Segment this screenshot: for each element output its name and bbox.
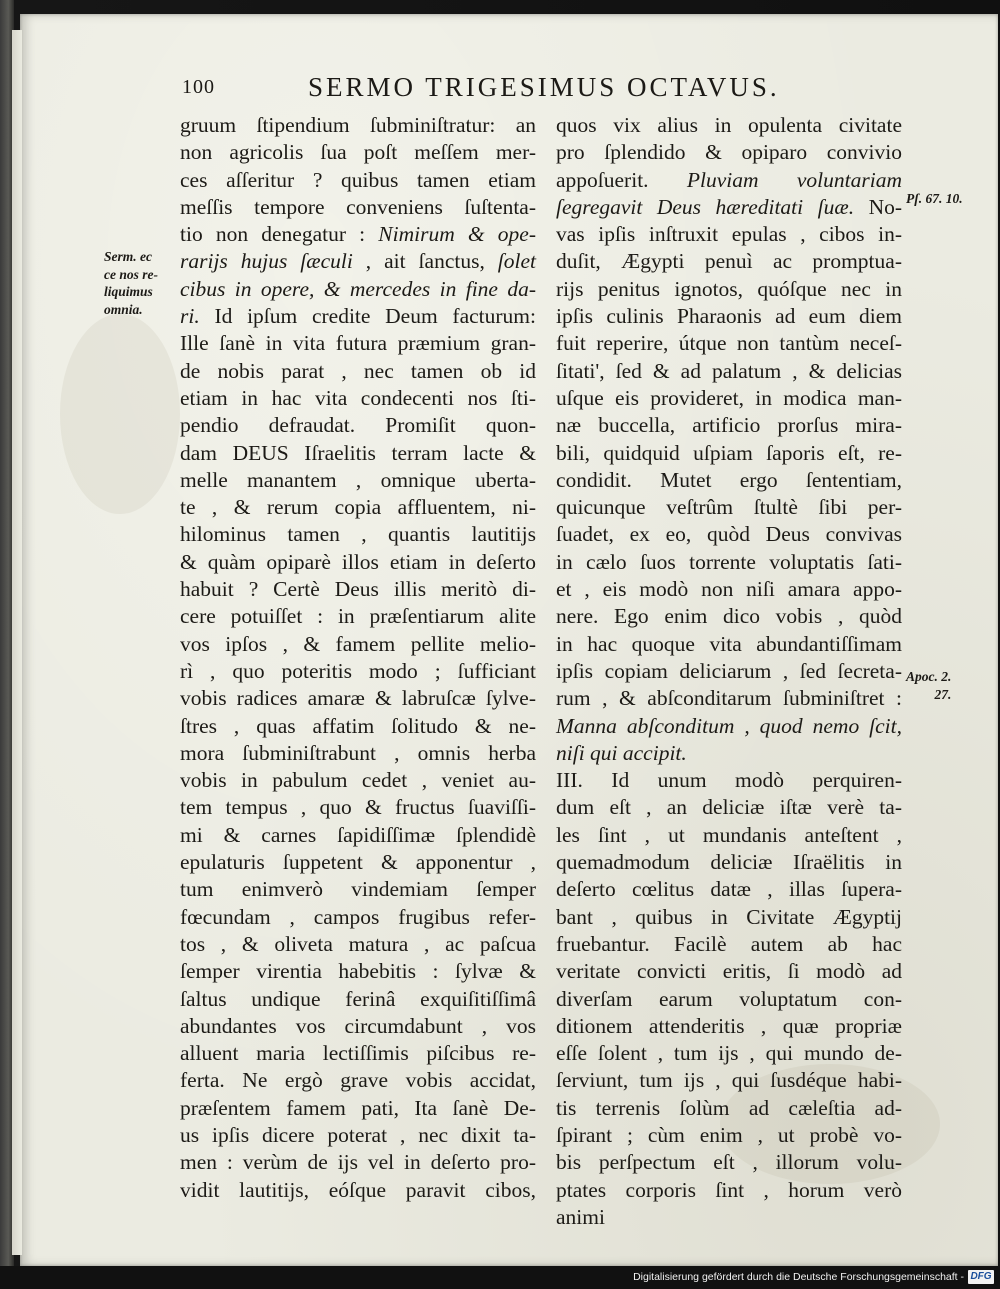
running-title: SERMO TRIGESIMUS OCTAVUS. [308,72,780,102]
text-line: ipſis copiam deliciarum , ſed ſecreta- [556,658,902,683]
text-line: næ buccella, artificio prorſus mira- [556,413,902,438]
text-line: ſegregavit Deus hæreditati ſuæ. No- [556,194,903,219]
text-line: rum , & abſconditarum ſubminiſtret : [556,686,902,711]
text-line: nere. Ego enim dico vobis , quòd [556,604,902,629]
text-line: bant , quibus in Civitate Ægyptij [556,904,902,929]
text-line: rarijs hujus ſæculi , ait ſanctus, ſolet [180,249,536,274]
text-line: Ille ſanè in vita futura præmium gran- [180,331,536,356]
text-column-left [180,112,536,1204]
text-line: præſentem famem pati, Ita ſanè De- [180,1095,536,1120]
text-line: ſemper virentia habebitis : ſylvæ & [180,959,536,984]
text-line: III. Id unum modò perquiren- [556,768,902,793]
text-line: dum eſt , an deliciæ iſtæ verè ta- [556,795,902,820]
text-line: vas ipſis inſtruxit epulas , cibos in- [556,222,902,247]
margin-note-psalm: Pſ. 67. 10. [906,191,963,206]
text-line: Manna abſconditum , quod nemo ſcit, [556,713,902,738]
text-line: quicunque veſtrûm ſtultè ſibi per- [556,495,902,520]
text-line: vos ipſos , & famem pellite melio- [180,631,536,656]
text-line: men : verùm de ijs vel in deſerto pro- [180,1150,536,1175]
text-line: fruebantur. Facilè autem ab hac [556,931,902,956]
text-line: meſſis tempore conveniens ſuſtenta- [180,194,536,219]
text-line: eſſe ſolent , tum ijs , qui mundo de- [556,1041,902,1066]
text-line: fuit reperire, útque non tantùm neceſ- [556,331,902,356]
text-line: ſitati', ſed & ad palatum , & delicias [556,358,902,383]
text-line: de nobis parat , nec tamen ob id [180,358,536,383]
text-line: ditionem attenderitis , quæ propriæ [556,1013,902,1038]
text-line: tio non denegatur : Nimirum & ope- [180,222,536,247]
footer-credit: Digitalisierung gefördert durch die Deutsche Forschungsgemeinschaft - [633,1271,964,1283]
text-line: ſtres , quas affatim ſolitudo & ne- [180,713,536,738]
text-line: tis terrenis ſolùm ad cæleſtia ad- [556,1095,902,1120]
text-line: appoſuerit. Pluviam voluntariam [556,167,902,192]
margin-note-line: omnia. [104,301,143,317]
text-line: ces aſſeritur ? quibus tamen etiam [180,167,536,192]
text-line: pro ſplendido & opiparo convivio [556,140,902,165]
text-line: tum enimverò vindemiam ſemper [180,877,536,902]
text-line: mora ſubminiſtrabunt , omnis herba [180,740,536,765]
page-edge [12,30,22,1255]
page-number: 100 [182,76,215,98]
text-line: vidit lautitijs, eóſque paravit cibos, [180,1177,536,1202]
text-line: niſi qui accipit. [556,740,687,765]
text-line: condidit. Mutet ergo ſententiam, [556,467,902,492]
text-line: deſerto cœlitus datæ , illas ſupera- [556,877,902,902]
text-line: te , & rerum copia affluentem, ni- [180,495,536,520]
text-line: non agricolis ſua poſt meſſem mer- [180,140,536,165]
margin-note-line: 27. [934,686,952,702]
text-line: quos vix alius in opulenta civitate [556,113,902,137]
text-line: cibus in opere, & mercedes in fine da- [180,276,536,301]
text-line: tos , & oliveta matura , ac paſcua [180,931,536,956]
text-line: ſuadet, ex eo, quòd Deus convivas [556,522,902,547]
text-line: ferta. Ne ergò grave vobis accidat, [180,1068,536,1093]
text-line: mi & carnes ſapidiſſimæ ſplendidè [180,822,536,847]
text-line: abundantes vos circumdabunt , vos [180,1013,536,1038]
text-line: vobis in pabulum cedet , veniet au- [180,768,536,793]
text-line: bili, quidquid uſpiam ſaporis eſt, re- [556,440,902,465]
text-column-right [556,112,902,1231]
text-line: habuit ? Certè Deus illis meritò di- [180,577,536,602]
text-line: in hac quoque vita abundantiſſimam [556,631,902,656]
text-line: les ſint , ut mundanis anteſtent , [556,822,902,847]
text-line: quemadmodum deliciæ Iſraëlitis in [556,850,902,875]
text-line: ſpirant ; cùm enim , ut probè vo- [556,1122,902,1147]
text-line: melle manantem , omnique uberta- [180,467,536,492]
text-line: in cælo ſuos torrente voluptatis ſati- [556,549,902,574]
text-line: bis perſpectum eſt , illorum volu- [556,1150,902,1175]
text-line: ſaltus undique ferinâ exquiſitiſſimâ [180,986,536,1011]
margin-note-apoc [906,668,951,703]
text-line: veritate convicti eritis, ſi modò ad [556,959,902,984]
text-line: diverſam earum voluptatum con- [556,986,902,1011]
margin-note-line: ce nos re- [104,266,158,282]
text-line: duſit, Ægypti penuì ac promptua- [556,249,902,274]
text-line: epulaturis ſuppetent & apponentur , [180,850,536,875]
margin-note-serm [104,248,158,318]
text-line: alluent maria lectiſſimis piſcibus re- [180,1041,536,1066]
text-line: fœcundam , campos frugibus refer- [180,904,536,929]
margin-note-line: Serm. ec [104,249,152,264]
text-line: uſque eis provideret, in modica man- [556,385,902,410]
text-line: gruum ſtipendium ſubminiſtratur: an [180,113,536,137]
margin-note-line: liquimus [104,284,153,299]
text-line: rijs penitus ignotos, quóſque nec in [556,276,902,301]
text-line: ipſis culinis Pharaonis ad eum diem [556,304,902,329]
paper-stain [60,314,180,514]
text-line: et , eis modò non niſi amara appo- [556,577,902,602]
text-line: & quàm opiparè illos etiam in deſerto [180,549,536,574]
text-line: ptates corporis ſint , horum verò [556,1177,902,1202]
text-line: etiam in hac vita condecenti nos ſti- [180,385,536,410]
text-line: ri. Id ipſum credite Deum facturum: [180,304,536,329]
text-line: tem tempus , quo & fructus ſuaviſſi- [180,795,536,820]
dfg-logo: DFG [968,1270,994,1284]
text-line: animi [556,1204,605,1229]
text-line: pendio defraudat. Promiſit quon- [180,413,536,438]
text-line: rì , quo poteritis modo ; ſufficiant [180,658,536,683]
text-line: dam DEUS Iſraelitis terram lacte & [180,440,536,465]
text-line: cere potuiſſet : in præſentiarum alite [180,604,536,629]
text-line: hilominus tamen , quantis lautitijs [180,522,536,547]
text-line: ſerviunt, tum ijs , qui ſusdéque habi- [556,1068,902,1093]
text-line: vobis radices amaræ & labruſcæ ſylve- [180,686,536,711]
text-line: us ipſis dicere poterat , nec dixit ta- [180,1122,536,1147]
margin-note-line: Apoc. 2. [906,669,952,684]
